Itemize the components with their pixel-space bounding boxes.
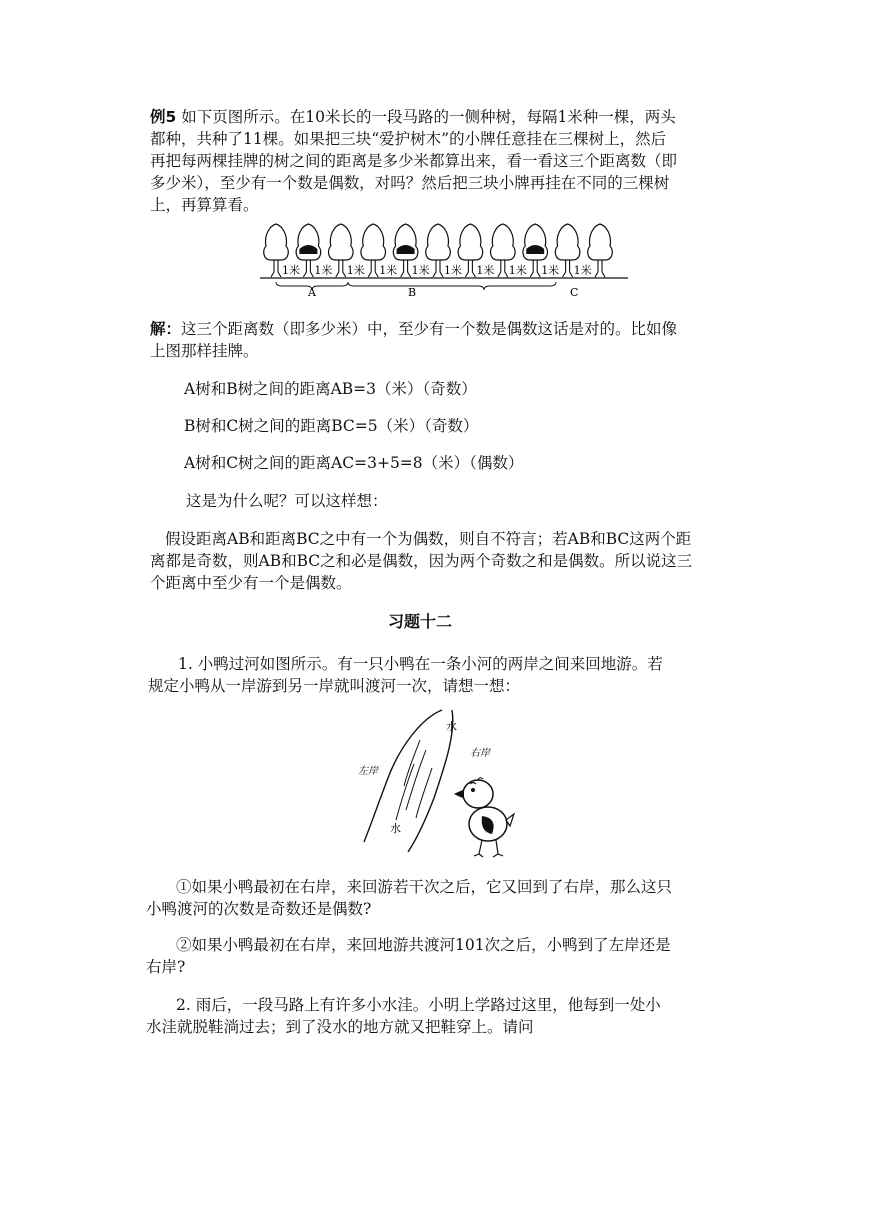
solution-paragraph [150, 318, 750, 362]
reason-line-2: 离都是奇数，则AB和BC之和必是偶数，因为两个奇数之和是偶数。所以说这三 [150, 552, 693, 570]
question-1a-line-1: ①如果小鸭最初在右岸，来回游若干次之后，它又回到了右岸，那么这只 [176, 878, 673, 896]
water-label-top: 水 [446, 720, 457, 733]
question-2 [146, 994, 758, 1038]
gap-label: 1米 [346, 264, 365, 277]
example-5-line-1: 例5 如下页图所示。在10米长的一段马路的一侧种树，每隔1米种一棵，两头 [150, 108, 676, 126]
solution-line-2: 上图那样挂牌。 [150, 342, 259, 360]
question-1a-line-2: 小鸭渡河的次数是奇数还是偶数? [146, 900, 372, 918]
question-2-line-1: 2. 雨后，一段马路上有许多小水洼。小明上学路过这里，他每到一处小 [176, 996, 661, 1014]
example-5-paragraph [150, 106, 750, 216]
gap-label: 1米 [314, 264, 333, 277]
gap-label: 1米 [444, 264, 462, 277]
gap-label: 1米 [379, 264, 398, 277]
question-1a [146, 876, 758, 920]
why-line: 这是为什么呢？可以这样想： [186, 492, 388, 510]
question-1b-line-2: 右岸? [146, 958, 186, 976]
right-bank-label: 右岸 [470, 748, 490, 759]
left-bank-label: 左岸 [358, 766, 378, 777]
calc-ac: A树和C树之间的距离AC=3+5=8（米）（偶数） [184, 454, 524, 472]
exercise-title: 习题十二 [388, 612, 453, 631]
example-5-line-3: 再把每两棵挂牌的树之间的距离是多少米都算出来，看一看这三个距离数（即 [150, 152, 678, 170]
gap-label: 1米 [508, 264, 527, 277]
question-1-line-1: 1. 小鸭过河如图所示。有一只小鸭在一条小河的两岸之间来回地游。若 [178, 655, 663, 673]
question-1b-line-1: ②如果小鸭最初在右岸，来回地游共渡河101次之后，小鸭到了左岸还是 [176, 936, 671, 954]
calc-bc: B树和C树之间的距离BC=5（米）（奇数） [184, 417, 479, 435]
reason-line-3: 个距离中至少有一个是偶数。 [150, 574, 352, 592]
example-5-label: 例5 [150, 108, 177, 126]
question-1 [148, 653, 758, 697]
calc-ab: A树和B树之间的距离AB=3（米）（奇数） [184, 380, 477, 398]
solution-line-1: 解：这三个距离数（即多少米）中，至少有一个数是偶数这话是对的。比如像 [150, 320, 678, 338]
example-5-line-5: 上，再算算看。 [150, 196, 259, 214]
water-stroke [404, 740, 420, 786]
water-stroke [406, 750, 426, 810]
question-1-line-2: 规定小鸭从一岸游到另一岸就叫渡河一次，请想一想： [148, 677, 521, 695]
reason-line-1: 假设距离AB和距离BC之中有一个为偶数，则自不符言；若AB和BC这两个距 [165, 530, 692, 548]
gap-label: 1米 [476, 264, 495, 277]
gap-label: 1米 [411, 264, 430, 277]
duck-icon [455, 778, 514, 857]
gap-label: 1米 [541, 264, 560, 277]
solution-label: 解： [150, 320, 182, 338]
gap-labels [282, 263, 592, 277]
gap-label: 1米 [573, 264, 592, 277]
duck-figure [352, 706, 522, 862]
brace-bc [348, 282, 556, 290]
tree-label-c: C [570, 286, 579, 298]
tree-label-b: B [408, 286, 417, 298]
reason-paragraph [150, 528, 750, 594]
water-label-bottom: 水 [390, 822, 401, 835]
tree-label-a: A [308, 286, 316, 298]
example-5-line-2: 都种，共种了11棵。如果把三块“爱护树木”的小牌任意挂在三棵树上，然后 [150, 130, 667, 148]
example-5-line-4: 多少米），至少有一个数是偶数，对吗？然后把三块小牌再挂在不同的三棵树 [150, 174, 670, 192]
question-2-line-2: 水洼就脱鞋淌过去；到了没水的地方就又把鞋穿上。请问 [146, 1018, 534, 1036]
question-1b [146, 934, 758, 978]
tree-figure [258, 222, 630, 298]
gap-label: 1米 [282, 264, 300, 277]
